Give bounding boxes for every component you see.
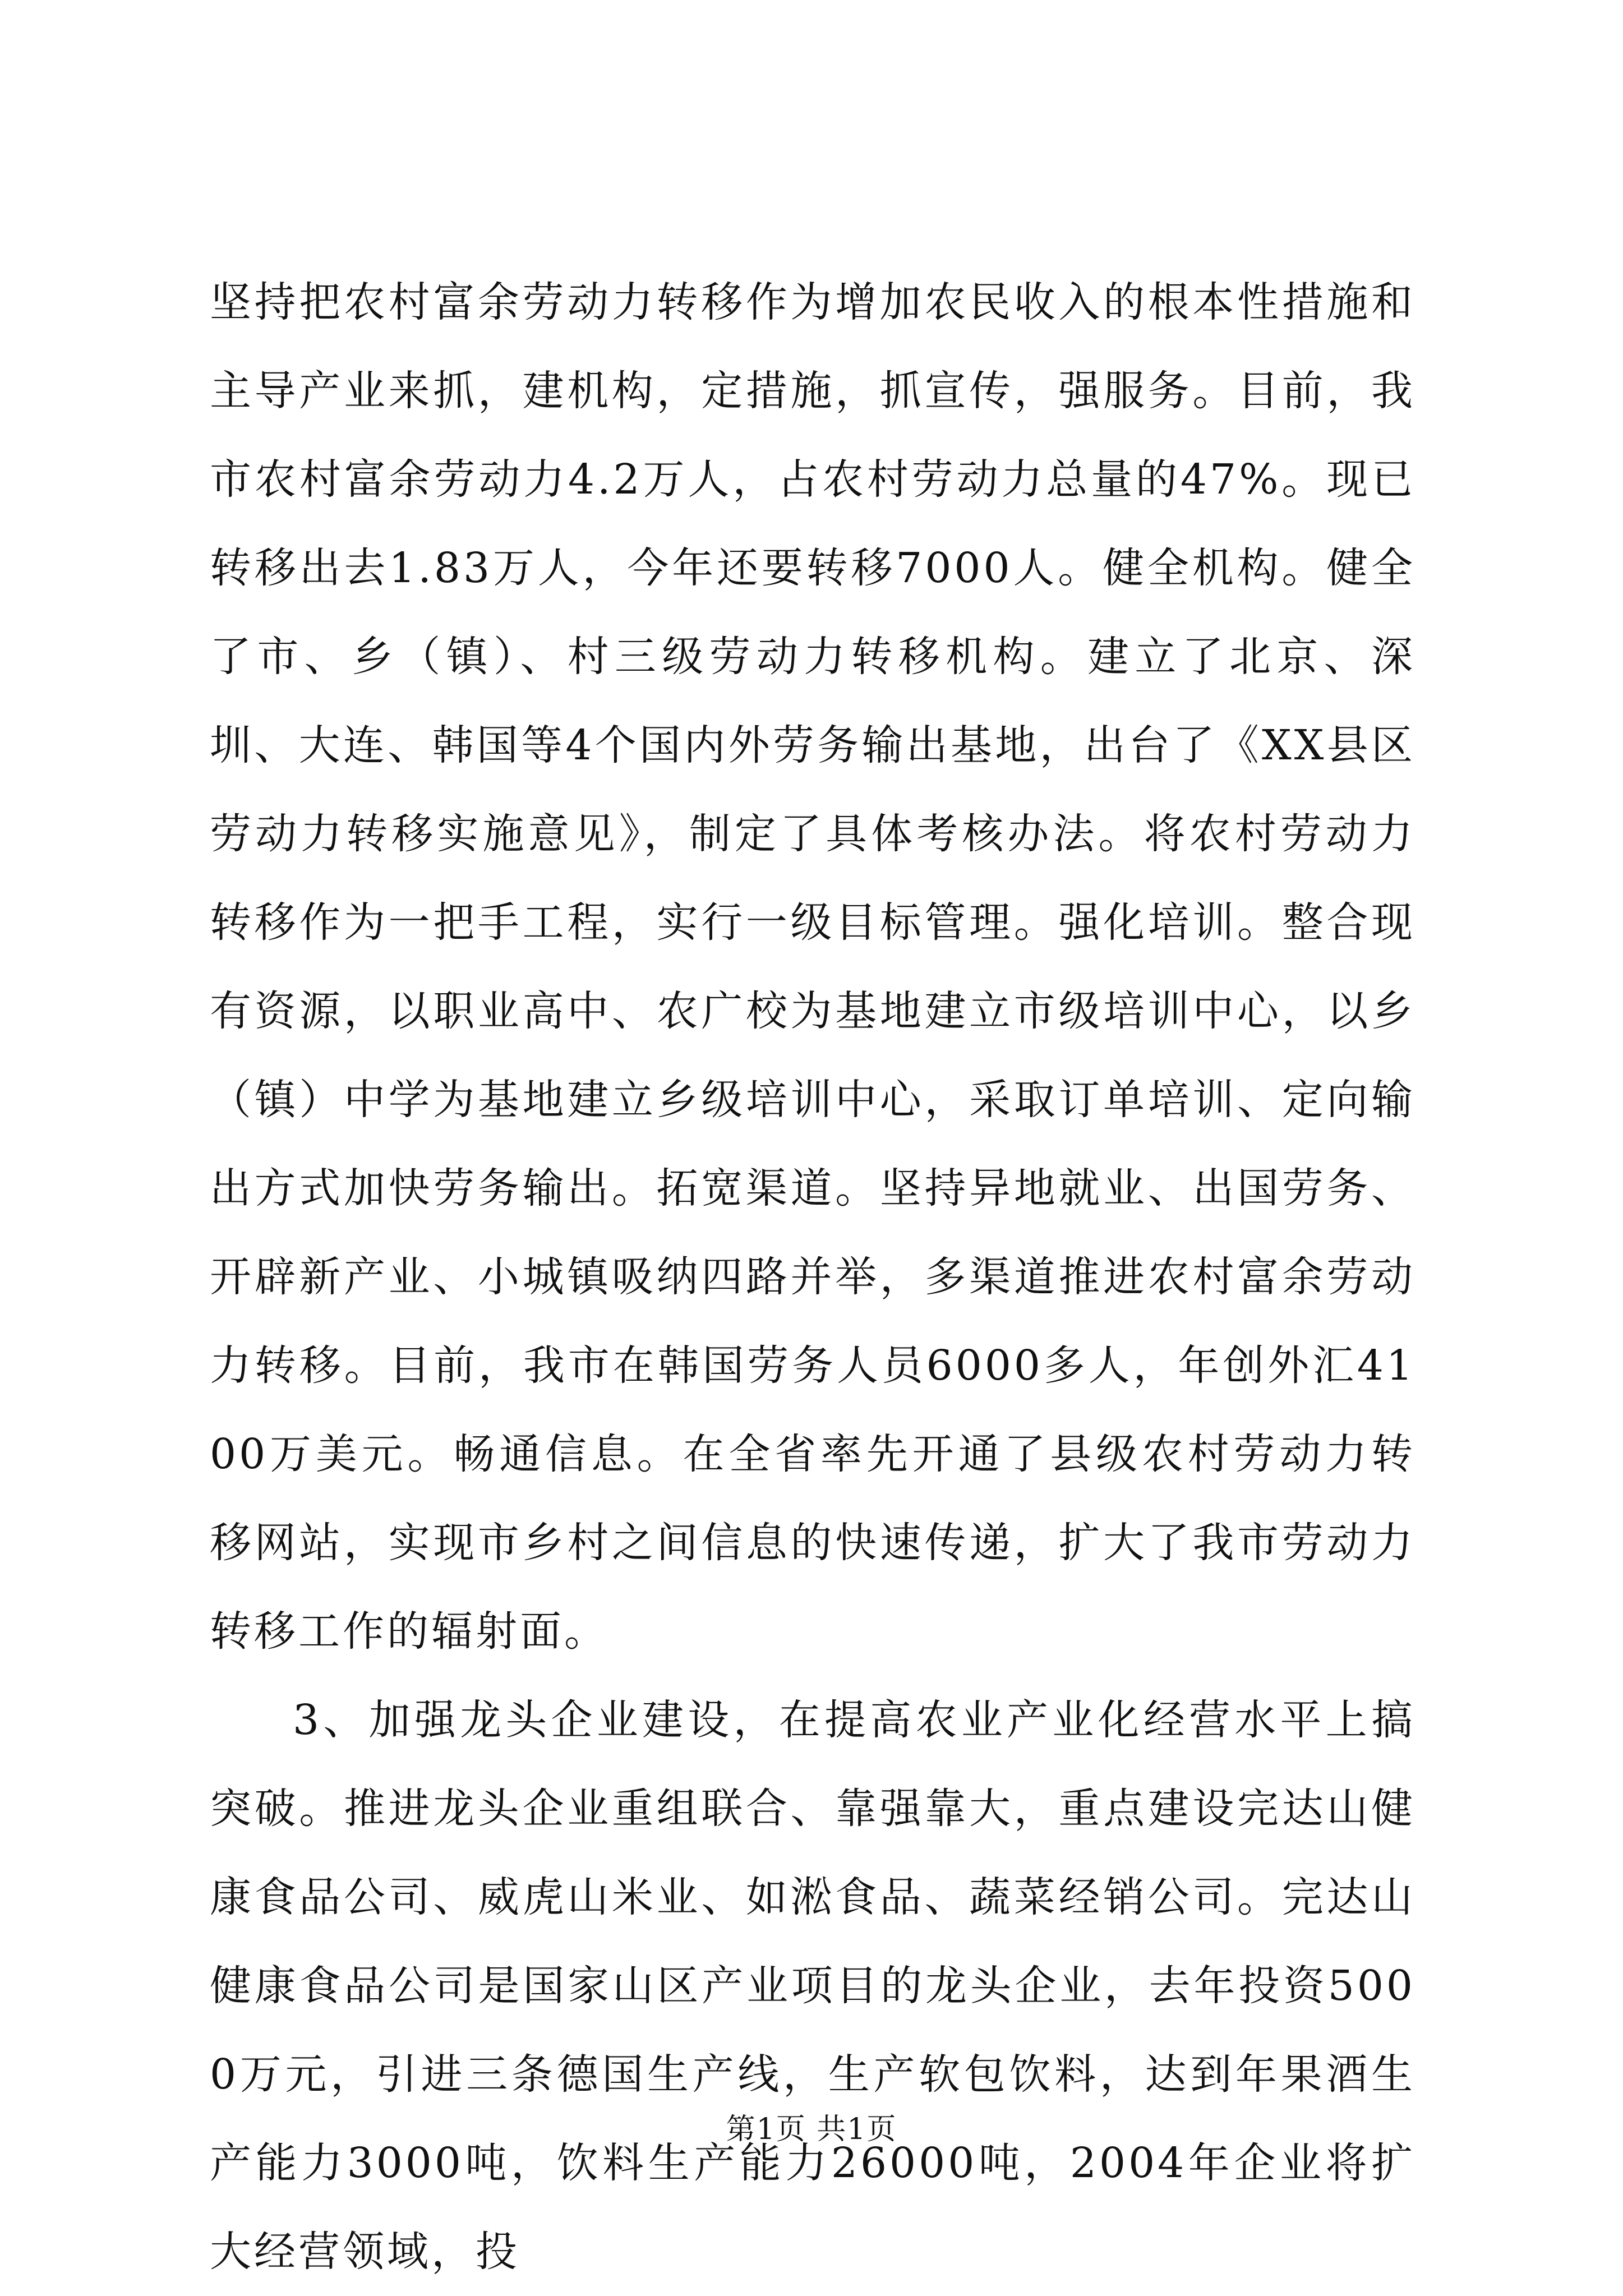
document-body: [210, 258, 1415, 2296]
paragraph-leading-enterprises: 3、加强龙头企业建设，在提高农业产业化经营水平上搞突破。推进龙头企业重组联合、靠强靠大，重点建设完达山健康食品公司、威虎山米业、如淞食品、蔬菜经销公司。完达山健康食品公司是国家山区产业项目的龙头企业，去年投资5000万元，引进三条德国生产线，生产软包饮料，达到年果酒生产能力3000吨，饮料生产能力26000吨，2004年企业将扩大经营领域，投: [210, 1696, 1415, 2276]
page-footer: 第1页 共1页: [726, 2113, 897, 2146]
paragraph-labor-transfer: 坚持把农村富余劳动力转移作为增加农民收入的根本性措施和主导产业来抓，建机构，定措施，抓宣传，强服务。目前，我市农村富余劳动力4.2万人，占农村劳动力总量的47%。现已转移出去1.83万人，今年还要转移7000人。健全机构。健全了市、乡（镇）、村三级劳动力转移机构。建立了北京、深圳、大连、韩国等4个国内外劳务输出基地，出台了《XX县区劳动力转移实施意见》，制定了具体考核办法。将农村劳动力转移作为一把手工程，实行一级目标管理。强化培训。整合现有资源，以职业高中、农广校为基地建立市级培训中心，以乡（镇）中学为基地建立乡级培训中心，采取订单培训、定向输出方式加快劳务输出。拓宽渠道。坚持异地就业、出国劳务、开辟新产业、小城镇吸纳四路并举，多渠道推进农村富余劳动力转移。目前，我市在韩国劳务人员6000多人，年创外汇4100万美元。畅通信息。在全省率先开通了县级农村劳动力转移网站，实现市乡村之间信息的快速传递，扩大了我市劳动力转移工作的辐射面。: [210, 278, 1415, 1656]
